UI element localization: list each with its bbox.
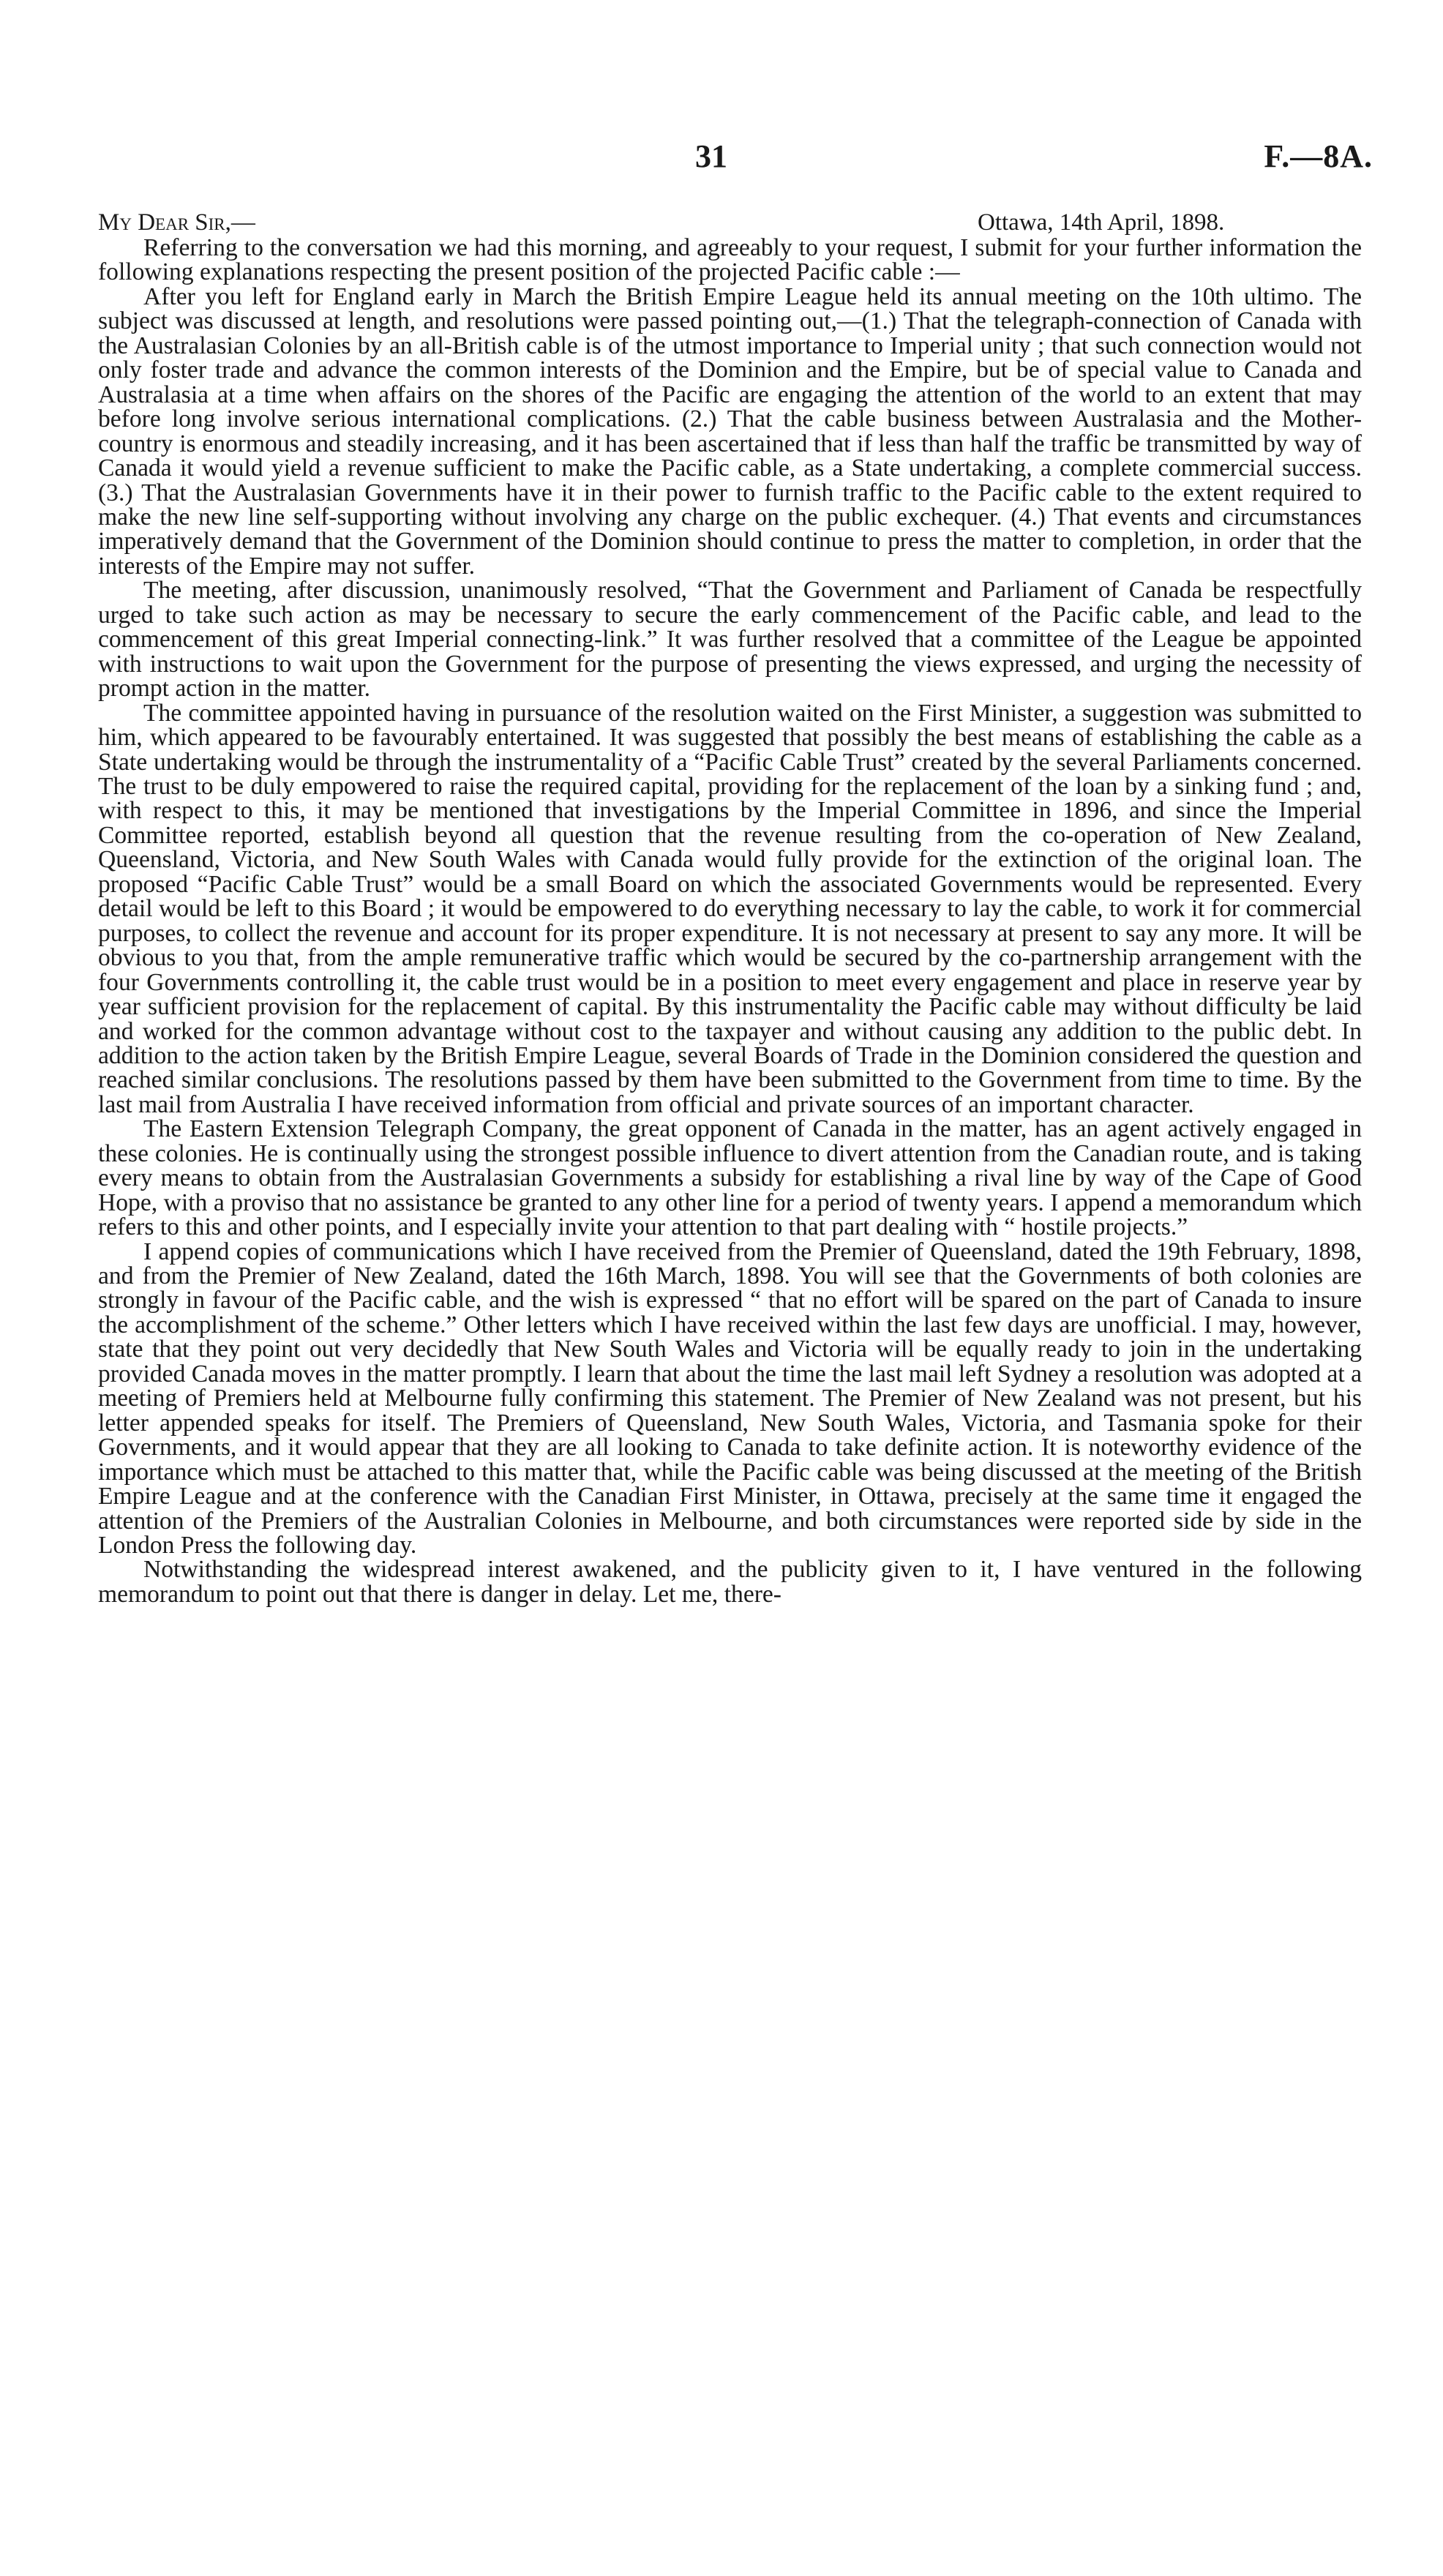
paragraph-4: The committee appointed having in pursuance of the resolution waited on the First Minister, a suggestion was submitted to him, which appeared to be favourably entertained. It was suggested that possibly the best means of establishing the cable as a State undertaking would be through the instrumentality of a “Pacific Cable Trust” created by the several Parliaments concerned. The trust to be duly empowered to raise the required capital, providing for the replacement of the loan by a sinking fund ; and, with respect to this, it may be mentioned that investigations by the Imperial Committee in 1896, and since the Imperial Committee reported, establish beyond all question that the revenue resulting from the co-operation of New Zealand, Queensland, Victoria, and New South Wales with Canada would fully provide for the extinction of the original loan. The proposed “Pacific Cable Trust” would be a small Board on which the associated Governments would be represented. Every detail would be left to this Board ; it would be empowered to do everything necessary to lay the cable, to work it for commercial purposes, to collect the revenue and account for its proper expenditure. It is not necessary at present to say any more. It will be obvious to you that, from the ample remunerative traffic which would be secured by the co-partnership arrangement with the four Governments controlling it, the cable trust would be in a position to meet every engagement and place in reserve year by year sufficient provision for the replacement of capital. By this instrumentality the Pacific cable may without difficulty be laid and worked for the common advantage without cost to the taxpayer and without causing any addition to the public debt. In addition to the action taken by the British Empire League, several Boards of Trade in the Dominion considered the question and reached similar conclusions. The resolutions passed by them have been submitted to the Government from time to time. By the last mail from Australia I have received information from official and private sources of an important character. bbox=[98, 699, 1362, 1118]
paragraph-3: The meeting, after discussion, unanimously resolved, “That the Government and Parliament of Canada be respectfully urged to take such action as may be necessary to secure the early commencement of the Pacific cable, and lead to the commencement of this great Imperial connecting-link.” It was further resolved that a committee of the League be appointed with instructions to wait upon the Government for the purpose of presenting the views expressed, and urging the necessity of prompt action in the matter. bbox=[98, 577, 1362, 703]
document-reference: F.—8A. bbox=[1264, 138, 1373, 174]
page-number: 31 bbox=[695, 138, 727, 174]
paragraph-5: The Eastern Extension Telegraph Company, the great opponent of Canada in the matter, has an agent actively engaged in these colonies. He is continually using the strongest possible influence to divert attention from the Canadian route, and is taking every means to obtain from the Australasian Governments a subsidy for establishing a rival line by way of the Cape of Good Hope, with a proviso that no assistance be granted to any other line for a period of twenty years. I append a memorandum which refers to this and other points, and I especially invite your attention to that part dealing with “ hostile projects.” bbox=[98, 1115, 1362, 1241]
paragraph-6: I append copies of communications which I have received from the Premier of Queensland, dated the 19th February, 1898, and from the Premier of New Zealand, dated the 16th March, 1898. You will see that the Governments of both colonies are strongly in favour of the Pacific cable, and the wish is expressed “ that no effort will be spared on the part of Canada to insure the accomplishment of the scheme.” Other letters which I have received within the last few days are unofficial. I may, however, state that they point out very decidedly that New South Wales and Victoria will be equally ready to join in the undertaking provided Canada moves in the matter promptly. I learn that about the time the last mail left Sydney a resolution was adopted at a meeting of Premiers held at Melbourne fully confirming this statement. The Premier of New Zealand was not present, but his letter appended speaks for itself. The Premiers of Queensland, New South Wales, Victoria, and Tasmania spoke for their Governments, and it would appear that they are all looking to Canada to take definite action. It is noteworthy evidence of the importance which must be attached to this matter that, while the Pacific cable was being discussed at the meeting of the British Empire League and at the conference with the Canadian First Minister, in Ottawa, precisely at the same time it engaged the attention of the Premiers of the Australian Colonies in Melbourne, and both circumstances were reported side by side in the London Press the following day. bbox=[98, 1238, 1362, 1560]
paragraph-2: After you left for England early in March the British Empire League held its annual meeting on the 10th ultimo. The subject was discussed at length, and resolutions were passed pointing out,—(1.) That the telegraph-connection of Canada with the Australasian Colonies by an all-British cable is of the utmost importance to Imperial unity ; that such connection would not only foster trade and advance the common interests of the Dominion and the Empire, but be of special value to Canada and Australasia at a time when affairs on the shores of the Pacific are engaging the attention of the world to an extent that may before long involve serious international complications. (2.) That the cable business between Australasia and the Mother-country is enormous and steadily increasing, and it has been ascertained that if less than half the traffic be transmitted by way of Canada it would yield a revenue sufficient to make the Pacific cable, as a State undertaking, a complete commercial success. (3.) That the Australasian Governments have it in their power to furnish traffic to the Pacific cable to the extent required to make the new line self-supporting without involving any charge on the public exchequer. (4.) That events and circumstances imperatively demand that the Government of the Dominion should continue to press the matter to completion, in order that the interests of the Empire may not suffer. bbox=[98, 282, 1362, 580]
salutation: My Dear Sir,— bbox=[98, 209, 255, 236]
dateline: Ottawa, 14th April, 1898. bbox=[978, 209, 1225, 236]
paragraph-1: Referring to the conversation we had this morning, and agreeably to your request, I submit for your further information the following explanations respecting the present position of the projected Pacific cable :— bbox=[98, 234, 1362, 286]
letter-body bbox=[98, 236, 1362, 1606]
paragraph-7: Notwithstanding the widespread interest awakened, and the publicity given to it, I have ventured in the following memorandum to point out that there is danger in delay. Let me, there- bbox=[98, 1556, 1362, 1608]
